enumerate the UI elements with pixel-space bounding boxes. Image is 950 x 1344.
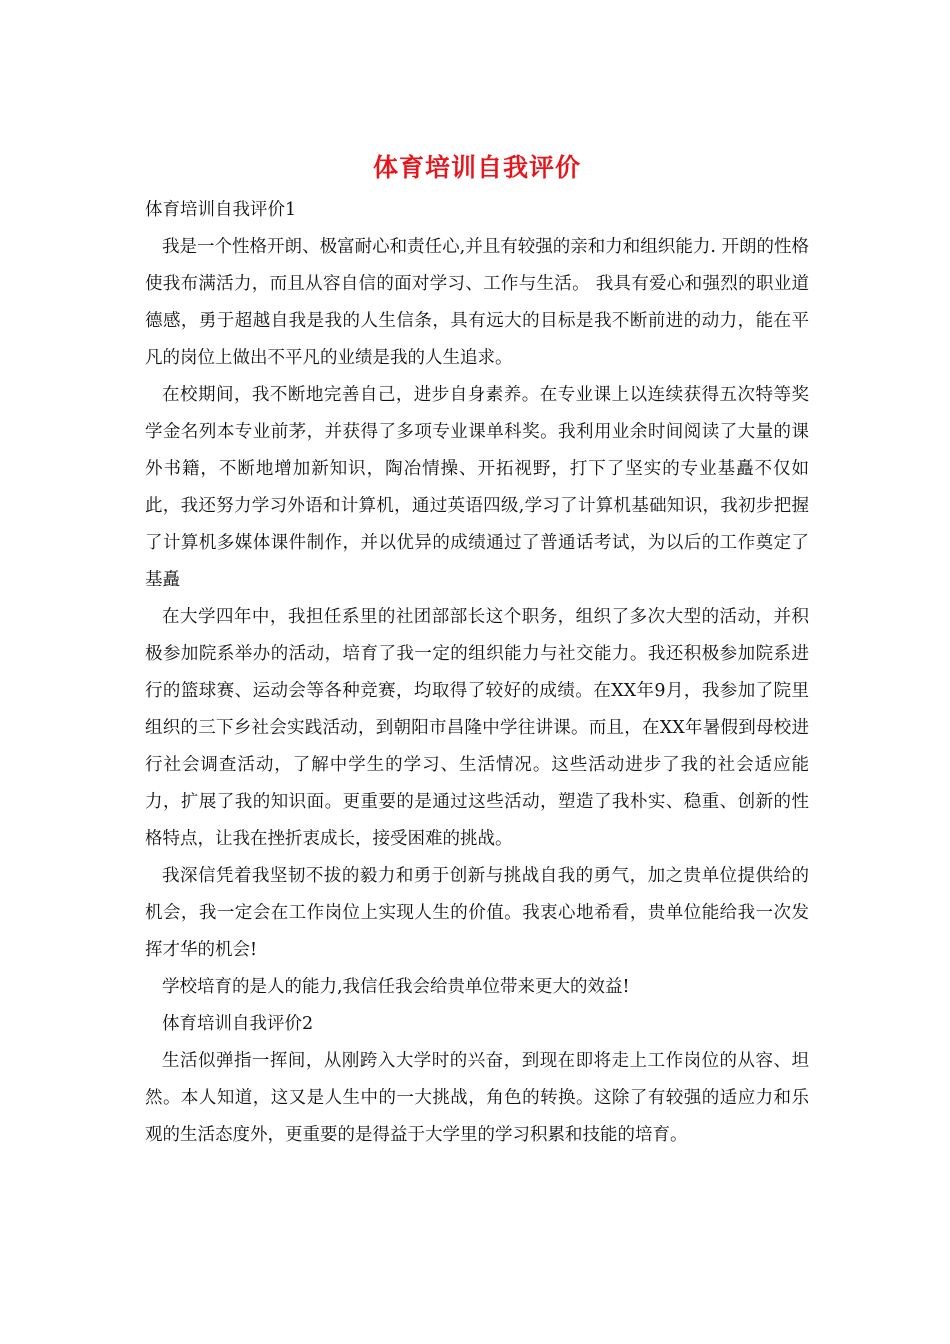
document-title: 体育培训自我评价 xyxy=(372,153,581,182)
paragraph-6: 生活似弹指一挥间，从刚跨入大学时的兴奋，到现在即将走上工作岗位的从容、坦然。本人知道，这又是人生中的一大挑战，角色的转换。这除了有较强的适应力和乐观的生活态度外，更重要的是得益于大学里的学习积累和技能的培育。 xyxy=(145,1051,809,1145)
document-page xyxy=(145,146,809,1154)
paragraph-2: 在校期间，我不断地完善自己，进步自身素养。在专业课上以连续获得五次特等奖学金名列本专业前茅，并获得了多项专业课单科奖。我利用业余时间阅读了大量的课外书籍，不断地增加新知识，陶冶情操、开拓视野，打下了坚实的专业基矗不仅如此，我还努力学习外语和计算机，通过英语四级,学习了计算机基础知识，我初步把握了计算机多媒体课件制作，并以优异的成绩通过了普通话考试，为以后的工作奠定了基矗 xyxy=(145,385,809,590)
paragraph-3: 在大学四年中，我担任系里的社团部部长这个职务，组织了多次大型的活动，并积极参加院系举办的活动，培育了我一定的组织能力与社交能力。我还积极参加院系进行的篮球赛、运动会等各种竞赛，均取得了较好的成绩。在XX年9月，我参加了院里组织的三下乡社会实践活动，到朝阳市昌隆中学往讲课。而且，在XX年暑假到母校进行社会调查活动，了解中学生的学习、生活情况。这些活动进步了我的社会适应能力，扩展了我的知识面。更重要的是通过这些活动，塑造了我朴实、稳重、创新的性格特点，让我在挫折衷成长，接受困难的挑战。 xyxy=(145,607,809,849)
section-heading-1: 体育培训自我评价1 xyxy=(145,200,297,220)
paragraph-1: 我是一个性格开朗、极富耐心和责任心,并且有较强的亲和力和组织能力. 开朗的性格使我布满活力，而且从容自信的面对学习、工作与生活。 我具有爱心和强烈的职业道德感，勇于超越自我是我的人生信条，具有远大的目标是我不断前进的动力，能在平凡的岗位上做出不平凡的业绩是我的人生追求。 xyxy=(145,237,809,368)
section-heading-2: 体育培训自我评价2 xyxy=(162,1014,314,1034)
paragraph-4: 我深信凭着我坚韧不拔的毅力和勇于创新与挑战自我的勇气，加之贵单位提供给的机会，我一定会在工作岗位上实现人生的价值。我衷心地希看，贵单位能给我一次发挥才华的机会! xyxy=(145,866,809,960)
paragraph-5: 学校培育的是人的能力,我信任我会给贵单位带来更大的效益! xyxy=(162,977,630,997)
